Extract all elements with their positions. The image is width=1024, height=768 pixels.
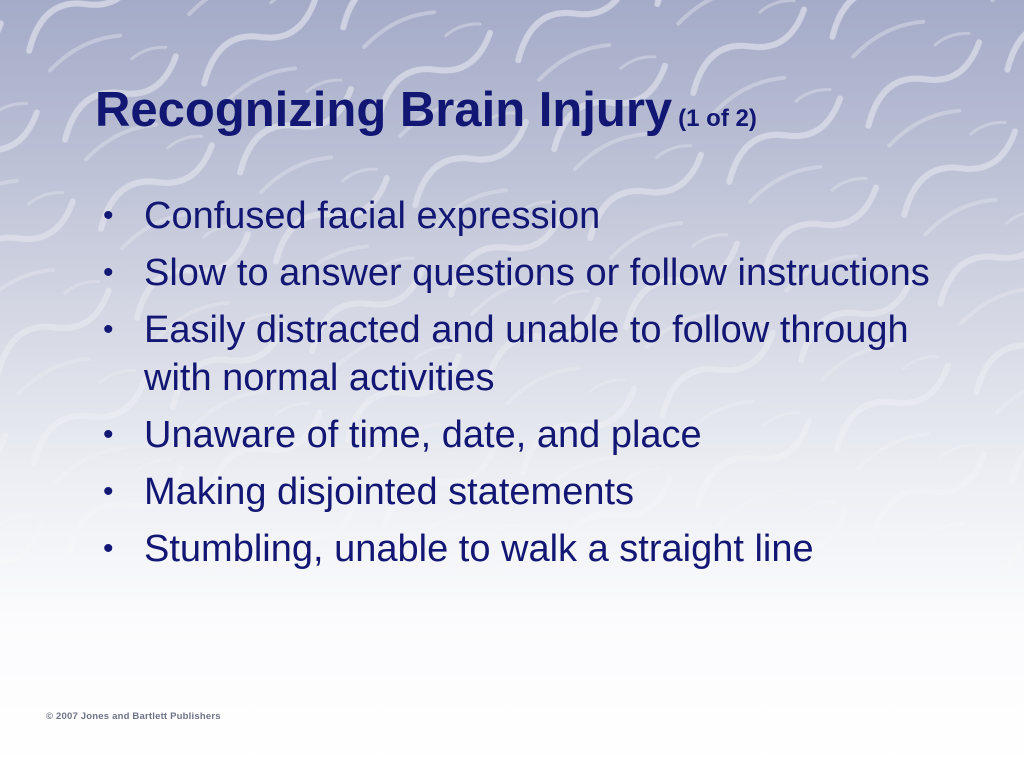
bullet-item [103,306,983,402]
bullet-item [103,468,983,516]
bullet-text: Unaware of time, date, and place [144,414,702,456]
bullet-item [103,525,983,573]
bullet-text: Easily distracted and unable to follow through with normal activities [144,309,909,399]
bullet-text: Confused facial expression [144,195,601,237]
slide-title-main: Recognizing Brain Injury [95,83,673,137]
bullet-text: Slow to answer questions or follow instructions [144,252,930,294]
bullet-icon: • [103,418,114,451]
bullet-item [103,411,983,459]
bullet-item [103,192,983,240]
bullet-list [103,192,983,582]
bullet-text: Making disjointed statements [144,471,635,513]
copyright-footer: © 2007 Jones and Bartlett Publishers [46,711,221,722]
slide-title-sub: (1 of 2) [678,105,757,132]
bullet-icon: • [103,532,114,565]
bullet-icon: • [103,313,114,346]
bullet-icon: • [103,475,114,508]
slide-title [95,84,757,138]
bullet-item [103,249,983,297]
bullet-text: Stumbling, unable to walk a straight line [144,528,814,570]
bullet-icon: • [103,199,114,232]
bullet-icon: • [103,256,114,289]
